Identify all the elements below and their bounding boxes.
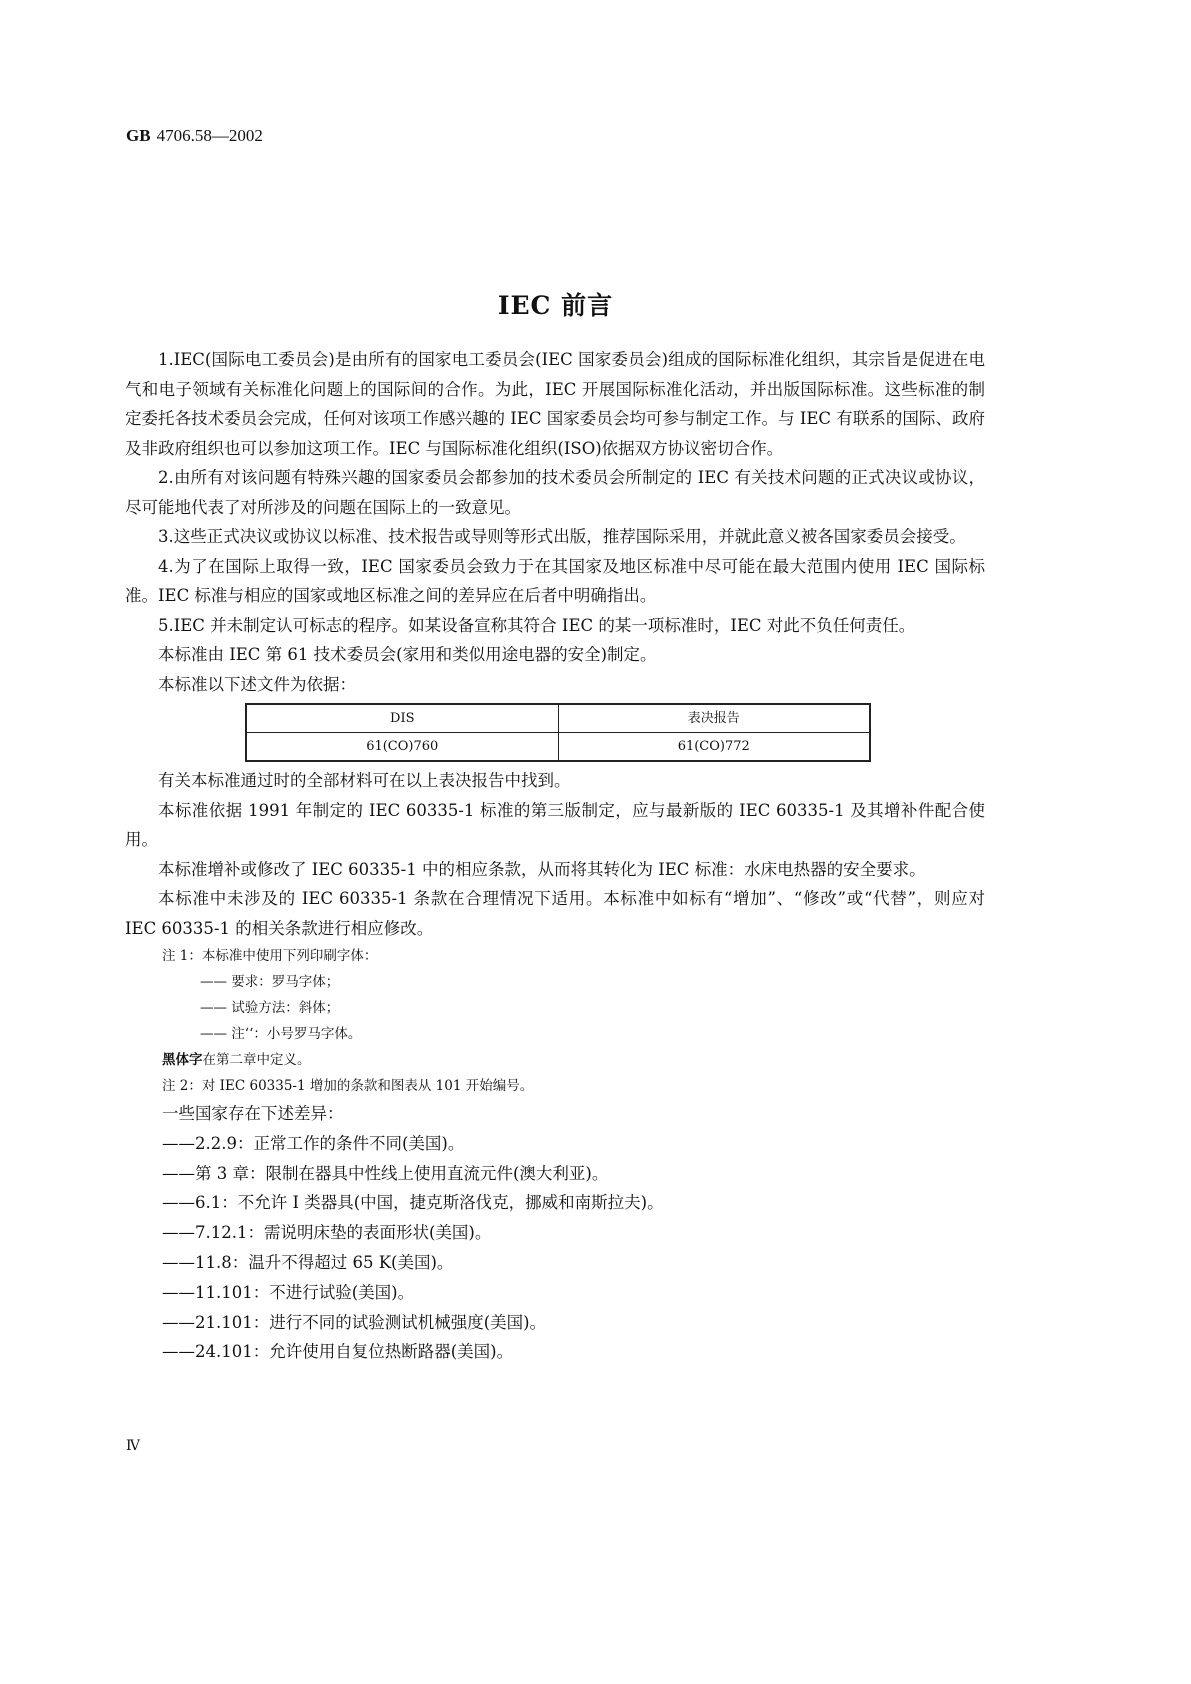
difference-item: ——6.1：不允许 Ⅰ 类器具(中国，捷克斯洛伐克，挪威和南斯拉夫)。 <box>162 1193 664 1213</box>
page-number: Ⅳ <box>126 1438 140 1454</box>
bold-definition <box>125 1047 985 1073</box>
standard-number <box>126 126 263 146</box>
paragraph: 3.这些正式决议或协议以标准、技术报告或导则等形式出版，推荐国际采用，并就此意义被各国家委员会接受。 <box>158 527 966 546</box>
difference-item: ——21.101：进行不同的试验测试机械强度(美国)。 <box>162 1312 547 1332</box>
note-item: —— 试验方法：斜体； <box>200 1000 340 1016</box>
table-header: 表决报告 <box>558 704 870 733</box>
paragraph: 4.为了在国际上取得一致，IEC 国家委员会致力于在其国家及地区标准中尽可能在最大范围内使用 IEC 国际标准。IEC 标准与相应的国家或地区标准之间的差异应在后者中明确指出。 <box>125 556 985 605</box>
paragraph: 本标准由 IEC 第 61 技术委员会(家用和类似用途电器的安全)制定。 <box>158 645 657 664</box>
difference-item: ——2.2.9：正常工作的条件不同(美国)。 <box>162 1133 465 1153</box>
note-item: —— 要求：罗马字体； <box>200 974 340 990</box>
paragraph: 本标准以下述文件为依据： <box>158 674 356 694</box>
table-cell: 61(CO)772 <box>558 733 870 762</box>
document-body <box>125 345 985 1367</box>
difference-item: ——11.8：温升不得超过 65 K(美国)。 <box>162 1252 454 1272</box>
difference-item: ——11.101：不进行试验(美国)。 <box>162 1282 415 1302</box>
standard-id: 4706.58—2002 <box>156 126 263 145</box>
differences-intro: 一些国家存在下述差异： <box>162 1104 344 1123</box>
paragraph: 本标准中未涉及的 IEC 60335-1 条款在合理情况下适用。本标准中如标有“增加”、“修改”或“代替”，则应对 IEC 60335-1 的相关条款进行相应修改。 <box>125 889 985 938</box>
paragraph: 1.IEC(国际电工委员会)是由所有的国家电工委员会(IEC 国家委员会)组成的国际标准化组织，其宗旨是促进在电气和电子领域有关标准化问题上的国际间的合作。为此，IEC 开展国际标准化活动，并出版国际标准。这些标准的制定委托各技术委员会完成，任何对该项工作感兴趣的 IEC 国家委员会均可参与制定工作。与 IEC 有联系的国际、政府及非政府组织也可以参加这项工作。IEC 与国际标准化组织(ISO)依据双方协议密切合作。 <box>125 350 985 458</box>
paragraph: 本标准依据 1991 年制定的 IEC 60335-1 标准的第三版制定，应与最新版的 IEC 60335-1 及其增补件配合使用。 <box>125 800 985 849</box>
paragraph: 5.IEC 并未制定认可标志的程序。如某设备宣称其符合 IEC 的某一项标准时，IEC 对此不负任何责任。 <box>158 615 916 635</box>
difference-item: ——第 3 章：限制在器具中性线上使用直流元件(澳大利亚)。 <box>162 1163 609 1183</box>
difference-item: ——7.12.1：需说明床垫的表面形状(美国)。 <box>162 1223 492 1243</box>
table-row <box>246 733 870 762</box>
table-header-row <box>246 704 870 733</box>
paragraph: 2.由所有对该问题有特殊兴趣的国家委员会都参加的技术委员会所制定的 IEC 有关技术问题的正式决议或协议，尽可能地代表了对所涉及的问题在国际上的一致意见。 <box>125 468 985 517</box>
table-cell: 61(CO)760 <box>246 733 558 762</box>
note-item: —— 注‘‘：小号罗马字体。 <box>200 1026 362 1042</box>
page-title: IEC 前言 <box>497 291 614 320</box>
voting-table <box>245 703 871 762</box>
difference-item: ——24.101：允许使用自复位热断路器(美国)。 <box>162 1342 514 1362</box>
standard-code: GB <box>126 126 151 145</box>
bold-term: 黑体字 <box>162 1052 203 1068</box>
bold-rest: 在第二章中定义。 <box>202 1052 311 1068</box>
paragraph: 有关本标准通过时的全部材料可在以上表决报告中找到。 <box>158 771 571 790</box>
note-1: 注 1：本标准中使用下列印刷字体： <box>162 948 378 964</box>
table-header: DIS <box>246 704 558 733</box>
note-2: 注 2：对 IEC 60335-1 增加的条款和图表从 101 开始编号。 <box>162 1078 534 1094</box>
paragraph: 本标准增补或修改了 IEC 60335-1 中的相应条款，从而将其转化为 IEC 标准：水床电热器的安全要求。 <box>158 859 926 879</box>
